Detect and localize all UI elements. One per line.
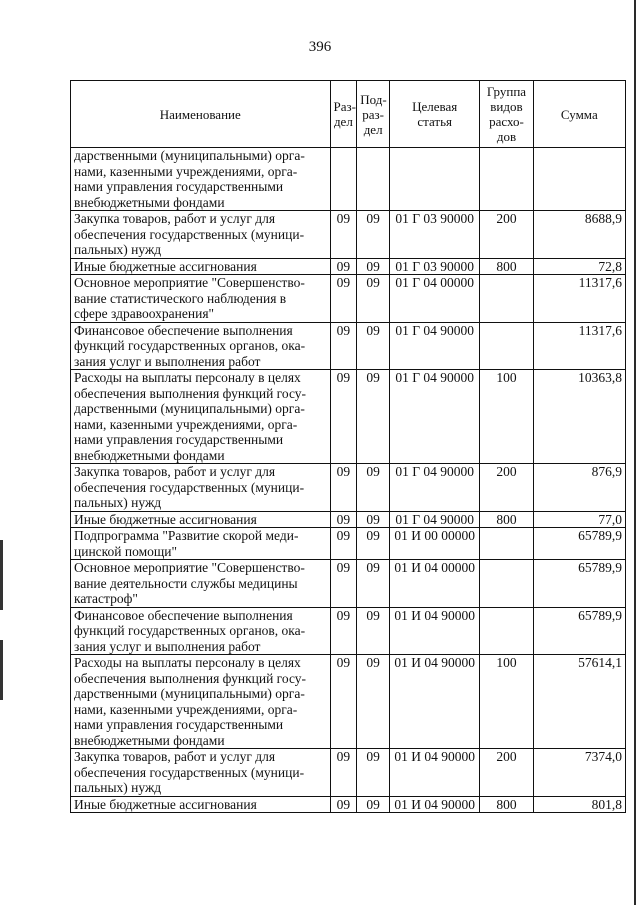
cell-name: дарственными (муниципальными) орга- нами, казенными учреждениями, орга- нами управления государственными внебюджетными фондами xyxy=(71,148,331,211)
table-row xyxy=(71,796,626,813)
cell-summa: 65789,9 xyxy=(533,560,625,608)
cell-summa xyxy=(533,148,625,211)
cell-razdel: 09 xyxy=(330,796,357,813)
cell-name: Иные бюджетные ассигнования xyxy=(71,796,331,813)
cell-summa: 57614,1 xyxy=(533,655,625,749)
cell-celevaya-statya: 01 Г 04 90000 xyxy=(390,322,480,370)
cell-celevaya-statya: 01 И 00 00000 xyxy=(390,528,480,560)
cell-summa: 11317,6 xyxy=(533,322,625,370)
cell-razdel xyxy=(330,148,357,211)
header-razdel-label: Раз- дел xyxy=(333,99,357,129)
cell-name: Подпрограмма "Развитие скорой меди- цинской помощи" xyxy=(71,528,331,560)
cell-celevaya-statya: 01 Г 04 00000 xyxy=(390,275,480,323)
cell-summa: 65789,9 xyxy=(533,528,625,560)
cell-summa: 10363,8 xyxy=(533,370,625,464)
cell-vid-rashodov xyxy=(480,528,533,560)
header-celevaya-statya-label: Целевая статья xyxy=(412,99,458,129)
header-gruppa-vidov-rashodov-label: Группа видов расхо- дов xyxy=(486,84,527,144)
cell-celevaya-statya: 01 Г 03 90000 xyxy=(390,258,480,275)
cell-name: Иные бюджетные ассигнования xyxy=(71,511,331,528)
cell-podrazdel: 09 xyxy=(357,275,390,323)
cell-name: Закупка товаров, работ и услуг для обеспечения государственных (муници- пальных) нужд xyxy=(71,464,331,512)
cell-podrazdel: 09 xyxy=(357,528,390,560)
cell-podrazdel: 09 xyxy=(357,211,390,259)
cell-name: Закупка товаров, работ и услуг для обеспечения государственных (муници- пальных) нужд xyxy=(71,749,331,797)
header-summa xyxy=(533,81,625,148)
table-row xyxy=(71,655,626,749)
cell-celevaya-statya: 01 Г 04 90000 xyxy=(390,370,480,464)
cell-name: Закупка товаров, работ и услуг для обеспечения государственных (муници- пальных) нужд xyxy=(71,211,331,259)
table-row xyxy=(71,211,626,259)
cell-celevaya-statya: 01 И 04 90000 xyxy=(390,655,480,749)
cell-razdel: 09 xyxy=(330,211,357,259)
table-header xyxy=(71,81,626,148)
cell-podrazdel: 09 xyxy=(357,258,390,275)
cell-vid-rashodov xyxy=(480,560,533,608)
header-name xyxy=(71,81,331,148)
header-name-label: Наименование xyxy=(159,106,241,122)
cell-summa: 7374,0 xyxy=(533,749,625,797)
cell-celevaya-statya: 01 И 04 90000 xyxy=(390,796,480,813)
cell-celevaya-statya: 01 И 04 90000 xyxy=(390,607,480,655)
scan-margin-mark xyxy=(0,540,3,610)
cell-razdel: 09 xyxy=(330,528,357,560)
cell-vid-rashodov: 200 xyxy=(480,749,533,797)
cell-podrazdel xyxy=(357,148,390,211)
cell-vid-rashodov: 100 xyxy=(480,370,533,464)
header-podrazdel xyxy=(357,81,390,148)
cell-podrazdel: 09 xyxy=(357,464,390,512)
budget-table xyxy=(70,80,626,813)
scan-margin-mark xyxy=(0,640,3,700)
header-podrazdel-label: Под- раз- дел xyxy=(360,91,387,137)
cell-celevaya-statya xyxy=(390,148,480,211)
cell-razdel: 09 xyxy=(330,464,357,512)
header-row xyxy=(71,81,626,148)
cell-razdel: 09 xyxy=(330,275,357,323)
cell-name: Основное мероприятие "Совершенство- вание деятельности службы медицины катастроф" xyxy=(71,560,331,608)
cell-vid-rashodov xyxy=(480,322,533,370)
cell-name: Финансовое обеспечение выполнения функций государственных органов, ока- зания услуг и выполнения работ xyxy=(71,607,331,655)
header-razdel xyxy=(330,81,357,148)
table-row xyxy=(71,275,626,323)
cell-vid-rashodov xyxy=(480,607,533,655)
table-row xyxy=(71,528,626,560)
cell-celevaya-statya: 01 И 04 90000 xyxy=(390,749,480,797)
cell-podrazdel: 09 xyxy=(357,560,390,608)
cell-vid-rashodov: 800 xyxy=(480,511,533,528)
table-row xyxy=(71,322,626,370)
table-body xyxy=(71,148,626,813)
cell-celevaya-statya: 01 Г 04 90000 xyxy=(390,464,480,512)
header-summa-label: Сумма xyxy=(560,106,598,122)
cell-celevaya-statya: 01 И 04 00000 xyxy=(390,560,480,608)
table-row xyxy=(71,607,626,655)
cell-vid-rashodov: 200 xyxy=(480,464,533,512)
cell-summa: 65789,9 xyxy=(533,607,625,655)
cell-name: Расходы на выплаты персоналу в целях обеспечения выполнения функций госу- дарственными (муниципальными) орга- нами, казенными учреждениями, орга- нами управления государственными внебюджетными фондами xyxy=(71,655,331,749)
cell-podrazdel: 09 xyxy=(357,655,390,749)
cell-razdel: 09 xyxy=(330,607,357,655)
cell-podrazdel: 09 xyxy=(357,796,390,813)
cell-summa: 8688,9 xyxy=(533,211,625,259)
cell-razdel: 09 xyxy=(330,511,357,528)
cell-podrazdel: 09 xyxy=(357,607,390,655)
table-row xyxy=(71,560,626,608)
cell-razdel: 09 xyxy=(330,560,357,608)
cell-summa: 72,8 xyxy=(533,258,625,275)
cell-name: Основное мероприятие "Совершенство- вание статистического наблюдения в сфере здравоохранения" xyxy=(71,275,331,323)
cell-podrazdel: 09 xyxy=(357,322,390,370)
scan-edge-line xyxy=(634,0,636,905)
cell-podrazdel: 09 xyxy=(357,511,390,528)
cell-vid-rashodov: 800 xyxy=(480,796,533,813)
cell-celevaya-statya: 01 Г 03 90000 xyxy=(390,211,480,259)
cell-summa: 876,9 xyxy=(533,464,625,512)
cell-summa: 11317,6 xyxy=(533,275,625,323)
header-gruppa-vidov-rashodov xyxy=(480,81,533,148)
table-row xyxy=(71,148,626,211)
cell-vid-rashodov: 200 xyxy=(480,211,533,259)
cell-name: Иные бюджетные ассигнования xyxy=(71,258,331,275)
cell-summa: 801,8 xyxy=(533,796,625,813)
cell-razdel: 09 xyxy=(330,749,357,797)
cell-podrazdel: 09 xyxy=(357,749,390,797)
header-celevaya-statya xyxy=(390,81,480,148)
table-row xyxy=(71,370,626,464)
table-row xyxy=(71,464,626,512)
cell-celevaya-statya: 01 Г 04 90000 xyxy=(390,511,480,528)
cell-razdel: 09 xyxy=(330,258,357,275)
cell-razdel: 09 xyxy=(330,322,357,370)
cell-vid-rashodov: 800 xyxy=(480,258,533,275)
table-row xyxy=(71,749,626,797)
table-row xyxy=(71,511,626,528)
cell-name: Финансовое обеспечение выполнения функций государственных органов, ока- зания услуг и выполнения работ xyxy=(71,322,331,370)
cell-vid-rashodov xyxy=(480,148,533,211)
cell-podrazdel: 09 xyxy=(357,370,390,464)
page-number: 396 xyxy=(308,39,332,55)
cell-razdel: 09 xyxy=(330,655,357,749)
cell-name: Расходы на выплаты персоналу в целях обеспечения выполнения функций госу- дарственными (муниципальными) орга- нами, казенными учреждениями, орга- нами управления государственными внебюджетными фондами xyxy=(71,370,331,464)
cell-vid-rashodov: 100 xyxy=(480,655,533,749)
cell-vid-rashodov xyxy=(480,275,533,323)
cell-razdel: 09 xyxy=(330,370,357,464)
cell-summa: 77,0 xyxy=(533,511,625,528)
table-row xyxy=(71,258,626,275)
